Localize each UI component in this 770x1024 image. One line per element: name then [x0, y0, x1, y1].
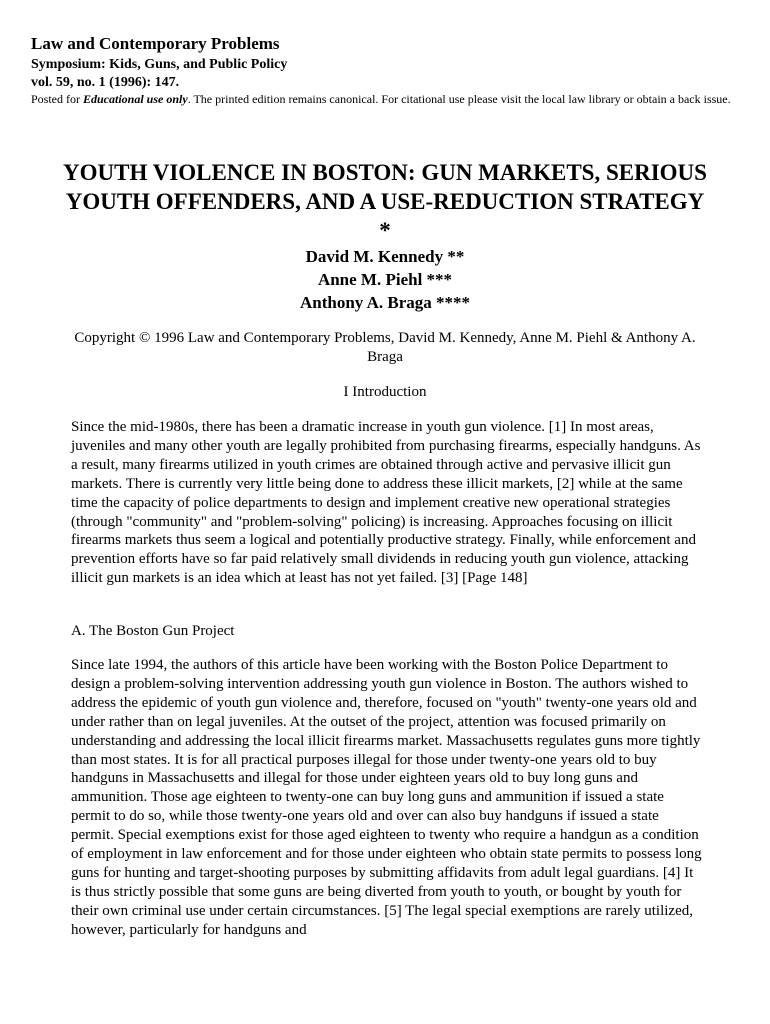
intro-paragraph: Since the mid-1980s, there has been a dramatic increase in youth gun violence. [1] In most areas, juveniles and many other youth are legally prohibited from purchasing firearms, especially handguns. As a result, many firearms utilized in youth crimes are obtained through active and pervasive illicit gun markets. There is currently very little being done to address these illicit markets, [2] while at the same time the capacity of police departments to design and implement creative new operational strategies (through "community" and "problem-solving" policing) is increasing. Approaches focusing on illicit firearms markets thus seem a logical and potentially productive strategy. Finally, while enforcement and prevention efforts have so far paid relatively small dividends in reducing youth gun violence, attacking illicit gun markets is an idea which at least has not yet failed. [3] [Page 148] [71, 419, 701, 587]
section-heading-introduction: I Introduction [343, 384, 427, 400]
subsection-heading: A. The Boston Gun Project [71, 623, 235, 639]
author-name: Anthony A. Braga **** [299, 293, 471, 312]
author-name: Anne M. Piehl *** [317, 270, 453, 289]
author-name: David M. Kennedy ** [305, 247, 465, 266]
copyright-notice: Copyright © 1996 Law and Contemporary Problems, David M. Kennedy, Anne M. Piehl & Anthony A. Braga [74, 330, 696, 365]
symposium-title: Symposium: Kids, Guns, and Public Policy [31, 57, 288, 72]
author-list [0, 245, 770, 314]
posted-suffix: . The printed edition remains canonical. For citational use please visit the local law library or obtain a back issue. [187, 92, 731, 106]
posted-emphasis: Educational use only [83, 92, 188, 106]
journal-name: Law and Contemporary Problems [31, 34, 280, 53]
volume-info: vol. 59, no. 1 (1996): 147. [31, 75, 180, 90]
project-paragraph: Since late 1994, the authors of this article have been working with the Boston Police Department to design a problem-solving intervention addressing youth gun violence in Boston. The authors wished to address the epidemic of youth gun violence and, therefore, focused on "youth" twenty-one years old and under rather than on legal juveniles. At the outset of the project, attention was focused primarily on understanding and addressing the local illicit firearms market. Massachusetts regulates guns more tightly than most states. It is for all practical purposes illegal for those under twenty-one years old to buy handguns in Massachusetts and illegal for those under eighteen years old to buy long guns and ammunition. Those age eighteen to twenty-one can buy long guns and ammunition if issued a state permit to do so, while those twenty-one years old and over can also buy handguns if issued a state permit. Special exemptions exist for those aged eighteen to twenty who require a handgun as a condition of employment in law enforcement and for those under eighteen who obtain state permits to possess long guns for hunting and target-shooting purposes by submitting affidavits from adult legal guardians. [4] It is thus strictly possible that some guns are being diverted from youth to youth, or bought by youth for their own criminal use under certain circumstances. [5] The legal special exemptions are rarely utilized, however, particularly for handguns and [71, 657, 702, 938]
posted-notice [31, 92, 746, 107]
posted-prefix: Posted for [31, 92, 83, 106]
article-title: YOUTH VIOLENCE IN BOSTON: GUN MARKETS, SERIOUS YOUTH OFFENDERS, AND A USE-REDUCTION STRATEGY * [63, 160, 707, 243]
